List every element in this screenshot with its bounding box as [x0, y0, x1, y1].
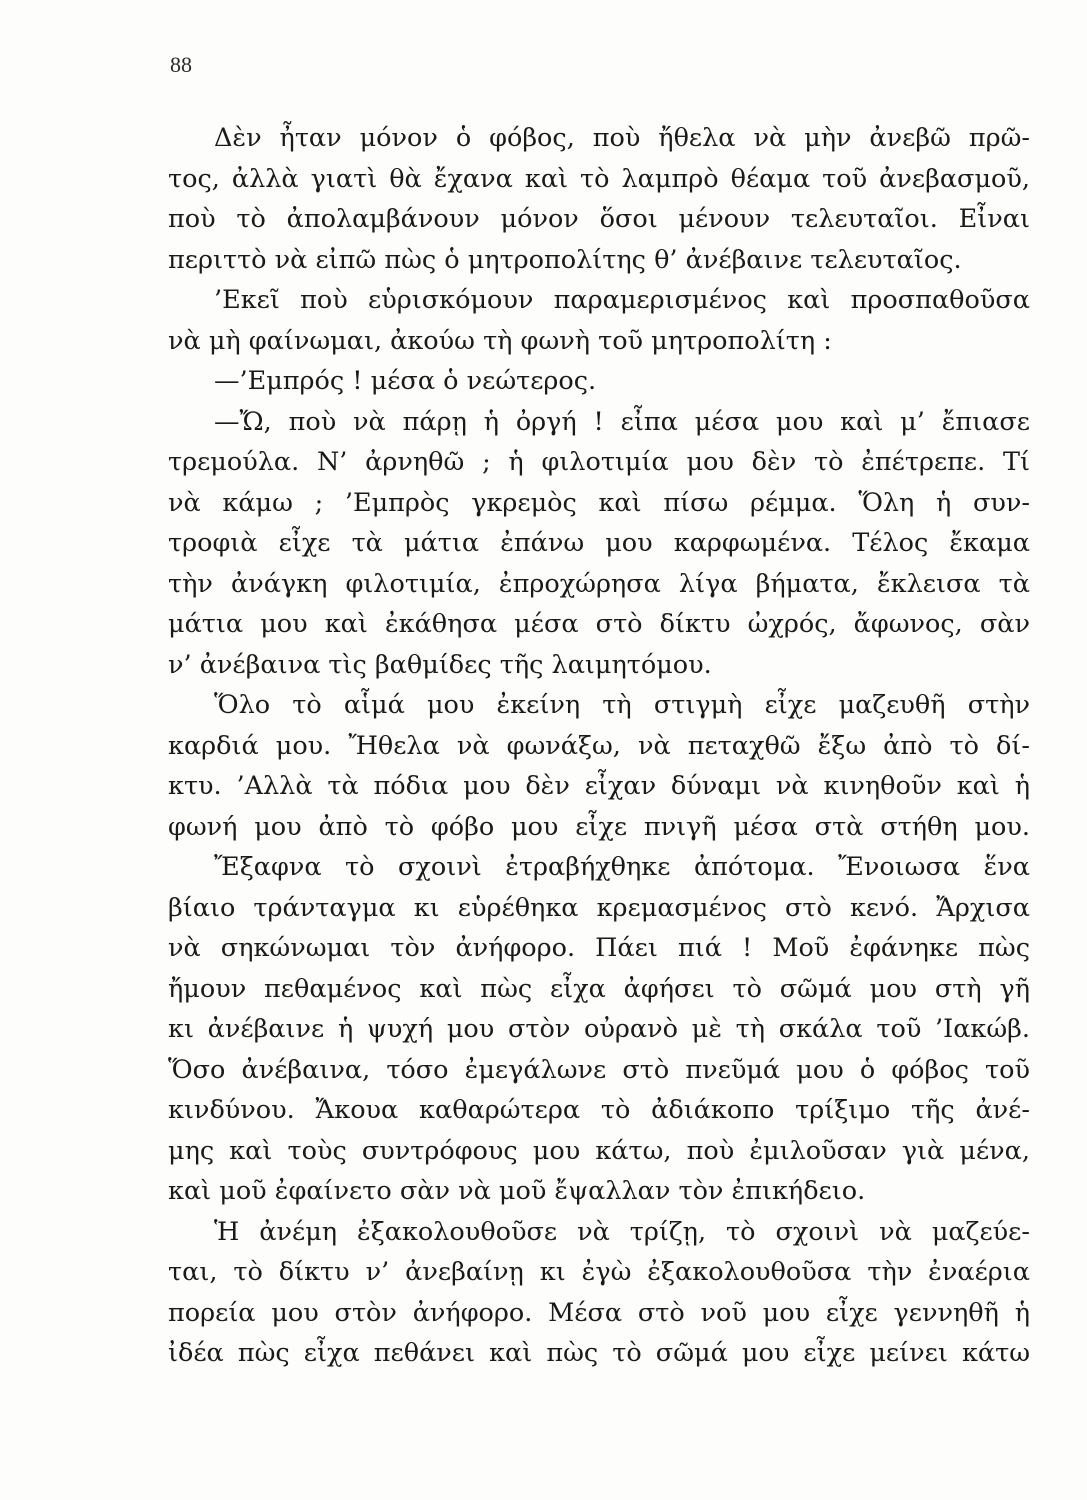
text-line: Ἔξαφνα τὸ σχοινὶ ἐτραβήχθηκε ἀπότομα. Ἔνοιωσα ἕνα [214, 852, 1030, 882]
text-line: βίαιο τράνταγμα κι εὑρέθηκα κρεμασμένος στὸ κενό. Ἄρχισα [168, 892, 1030, 923]
text-line: —’Εμπρός ! μέσα ὁ νεώτερος. [214, 366, 597, 396]
text-line: ’Εκεῖ ποὺ εὑρισκόμουν παραμερισμένος καὶ προσπαθοῦσα [214, 285, 1030, 315]
text-line: Ἡ ἀνέμη ἐξακολουθοῦσε νὰ τρίζῃ, τὸ σχοινὶ νὰ μαζεύε- [214, 1216, 1030, 1247]
text-line: μης καὶ τοὺς συντρόφους μου κάτω, ποὺ ἐμιλοῦσαν γιὰ μένα, [168, 1135, 1030, 1166]
text-line: ἤμουν πεθαμένος καὶ πὼς εἶχα ἀφήσει τὸ σῶμά μου στὴ γῆ [168, 973, 1030, 1004]
text-line: —Ὤ, ποὺ νὰ πάρῃ ἡ ὀργή ! εἶπα μέσα μου καὶ μ’ ἔπιασε [214, 406, 1030, 437]
text-line: κι ἀνέβαινε ἡ ψυχή μου στὸν οὐρανὸ μὲ τὴ σκάλα τοῦ ’Ιακώβ. [168, 1014, 1030, 1044]
text-line: ποὺ τὸ ἀπολαμβάνουν μόνον ὅσοι μένουν τελευταῖοι. Εἶναι [168, 204, 1030, 234]
text-line: Ὅλο τὸ αἷμά μου ἐκείνη τὴ στιγμὴ εἶχε μαζευθῆ στὴν [214, 690, 1030, 720]
text-line: τος, ἀλλὰ γιατὶ θὰ ἔχανα καὶ τὸ λαμπρὸ θέαμα τοῦ ἀνεβασμοῦ, [168, 163, 1030, 194]
text-line: περιττὸ νὰ εἰπῶ πὼς ὁ μητροπολίτης θ’ ἀνέβαινε τελευταῖος. [168, 244, 962, 275]
text-line: ἰδέα πὼς εἶχα πεθάνει καὶ πὼς τὸ σῶμά μου εἶχε μείνει κάτω [168, 1338, 1030, 1368]
text-line: κινδύνου. Ἄκουα καθαρώτερα τὸ ἀδιάκοπο τρίξιμο τῆς ἀνέ- [168, 1095, 1030, 1125]
text-line: μάτια μου καὶ ἐκάθησα μέσα στὸ δίκτυ ὠχρός, ἄφωνος, σὰν [168, 609, 1030, 639]
text-line: καὶ μοῦ ἐφαίνετο σὰν νὰ μοῦ ἔψαλλαν τὸν ἐπικήδειο. [168, 1176, 866, 1206]
text-line: νὰ σηκώνωμαι τὸν ἀνήφορο. Πάει πιά ! Μοῦ ἐφάνηκε πὼς [168, 933, 1030, 963]
text-line: Ὅσο ἀνέβαινα, τόσο ἐμεγάλωνε στὸ πνεῦμά μου ὁ φόβος τοῦ [168, 1054, 1030, 1085]
body-text [168, 118, 1030, 1374]
text-line: νὰ μὴ φαίνωμαι, ἀκούω τὴ φωνὴ τοῦ μητροπολίτη : [168, 325, 832, 356]
text-line: φωνή μου ἀπὸ τὸ φόβο μου εἶχε πνιγῆ μέσα στὰ στήθη μου. [168, 811, 1030, 842]
text-line: τροφιὰ εἶχε τὰ μάτια ἐπάνω μου καρφωμένα. Τέλος ἔκαμα [168, 528, 1030, 558]
text-line: κτυ. ’Αλλὰ τὰ πόδια μου δὲν εἶχαν δύναμι νὰ κινηθοῦν καὶ ἡ [168, 771, 1030, 801]
text-line: καρδιά μου. Ἤθελα νὰ φωνάξω, νὰ πεταχθῶ ἔξω ἀπὸ τὸ δί- [168, 730, 1030, 761]
text-line: ν’ ἀνέβαινα τὶς βαθμίδες τῆς λαιμητόμου. [168, 649, 712, 680]
text-line: νὰ κάμω ; ’Εμπρὸς γκρεμὸς καὶ πίσω ρέμμα. Ὅλη ἡ συν- [168, 487, 1030, 518]
page-number: 88 [170, 52, 192, 77]
text-line: τὴν ἀνάγκη φιλοτιμία, ἐπροχώρησα λίγα βήματα, ἔκλεισα τὰ [168, 568, 1030, 599]
text-line: Δὲν ἦταν μόνον ὁ φόβος, ποὺ ἤθελα νὰ μὴν ἀνεβῶ πρῶ- [214, 123, 1030, 153]
text-line: πορεία μου στὸν ἀνήφορο. Μέσα στὸ νοῦ μου εἶχε γεννηθῆ ἡ [168, 1297, 1030, 1328]
text-line: ται, τὸ δίκτυ ν’ ἀνεβαίνῃ κι ἐγὼ ἐξακολουθοῦσα τὴν ἐναέρια [168, 1257, 1030, 1287]
text-line: τρεμούλα. Ν’ ἀρνηθῶ ; ἡ φιλοτιμία μου δὲν τὸ ἐπέτρεπε. Τί [168, 447, 1030, 477]
